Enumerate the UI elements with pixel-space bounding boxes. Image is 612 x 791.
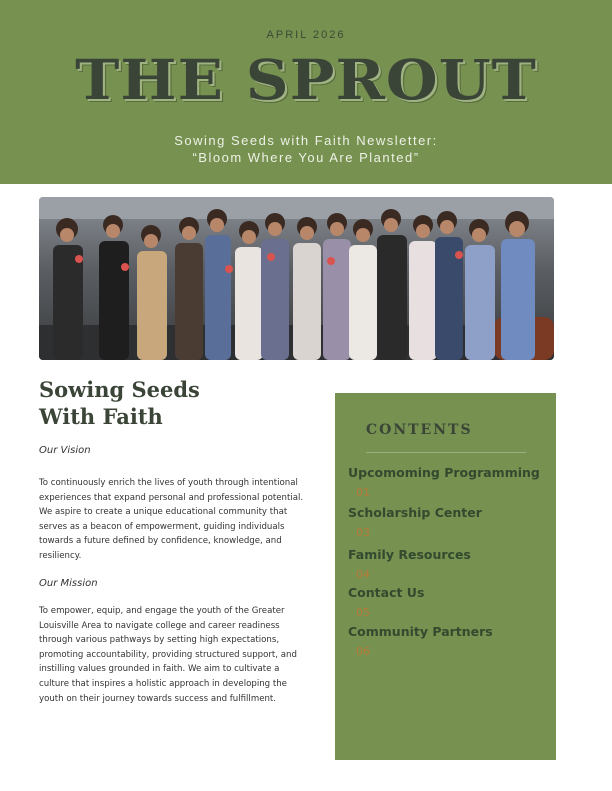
toc-item-page: 06 <box>356 645 370 658</box>
toc-item-page: 04 <box>356 568 370 581</box>
group-photo-illustration <box>39 197 554 360</box>
main-title-line-2: With Faith <box>39 404 163 429</box>
group-photo <box>39 197 554 360</box>
mission-text: To empower, equip, and engage the youth of the Greater Louisville Area to navigate college and career readiness through various pathways by setting high expectations, promoting accountability, providing structured support, and instilling values grounded in faith. We aim to cultivate a culture that inspires a holistic approach in developing the youth on their journey towards success and fulfillment. <box>39 606 297 704</box>
toc-item-upcoming-programming[interactable] <box>348 465 553 500</box>
main-title-line-1: Sowing Seeds <box>39 377 200 402</box>
newsletter-subtitle <box>0 132 612 166</box>
toc-item-label: Community Partners <box>348 624 493 639</box>
vision-text: To continuously enrich the lives of youth through intentional experiences that expand personal and professional potential. We aspire to create a unique educational community that serves as a beacon of empowerment, guiding individuals towards a future defined by confidence, knowledge, and resiliency. <box>39 478 304 561</box>
toc-item-family-resources[interactable] <box>348 547 553 582</box>
subtitle-line-1: Sowing Seeds with Faith Newsletter: <box>174 133 438 148</box>
mission-heading: Our Mission <box>39 578 98 589</box>
toc-item-label: Family Resources <box>348 547 471 562</box>
toc-item-label: Contact Us <box>348 585 425 600</box>
toc-item-scholarship-center[interactable] <box>348 505 553 540</box>
subtitle-line-2: “Bloom Where You Are Planted” <box>192 150 420 165</box>
issue-date: APRIL 2026 <box>266 29 346 41</box>
toc-item-contact-us[interactable] <box>348 585 553 620</box>
toc-item-community-partners[interactable] <box>348 624 553 659</box>
toc-item-page: 01 <box>356 486 370 499</box>
contents-title: CONTENTS <box>366 422 473 438</box>
toc-item-page: 05 <box>356 606 370 619</box>
vision-heading: Our Vision <box>39 445 91 456</box>
contents-panel <box>335 393 556 760</box>
main-title <box>39 376 319 430</box>
toc-item-page: 03 <box>356 526 370 539</box>
header-banner <box>0 0 612 184</box>
newsletter-masthead: THE SPROUT <box>75 47 537 112</box>
contents-divider <box>366 452 526 453</box>
toc-item-label: Scholarship Center <box>348 505 482 520</box>
toc-item-label: Upcomoming Programming <box>348 465 540 480</box>
